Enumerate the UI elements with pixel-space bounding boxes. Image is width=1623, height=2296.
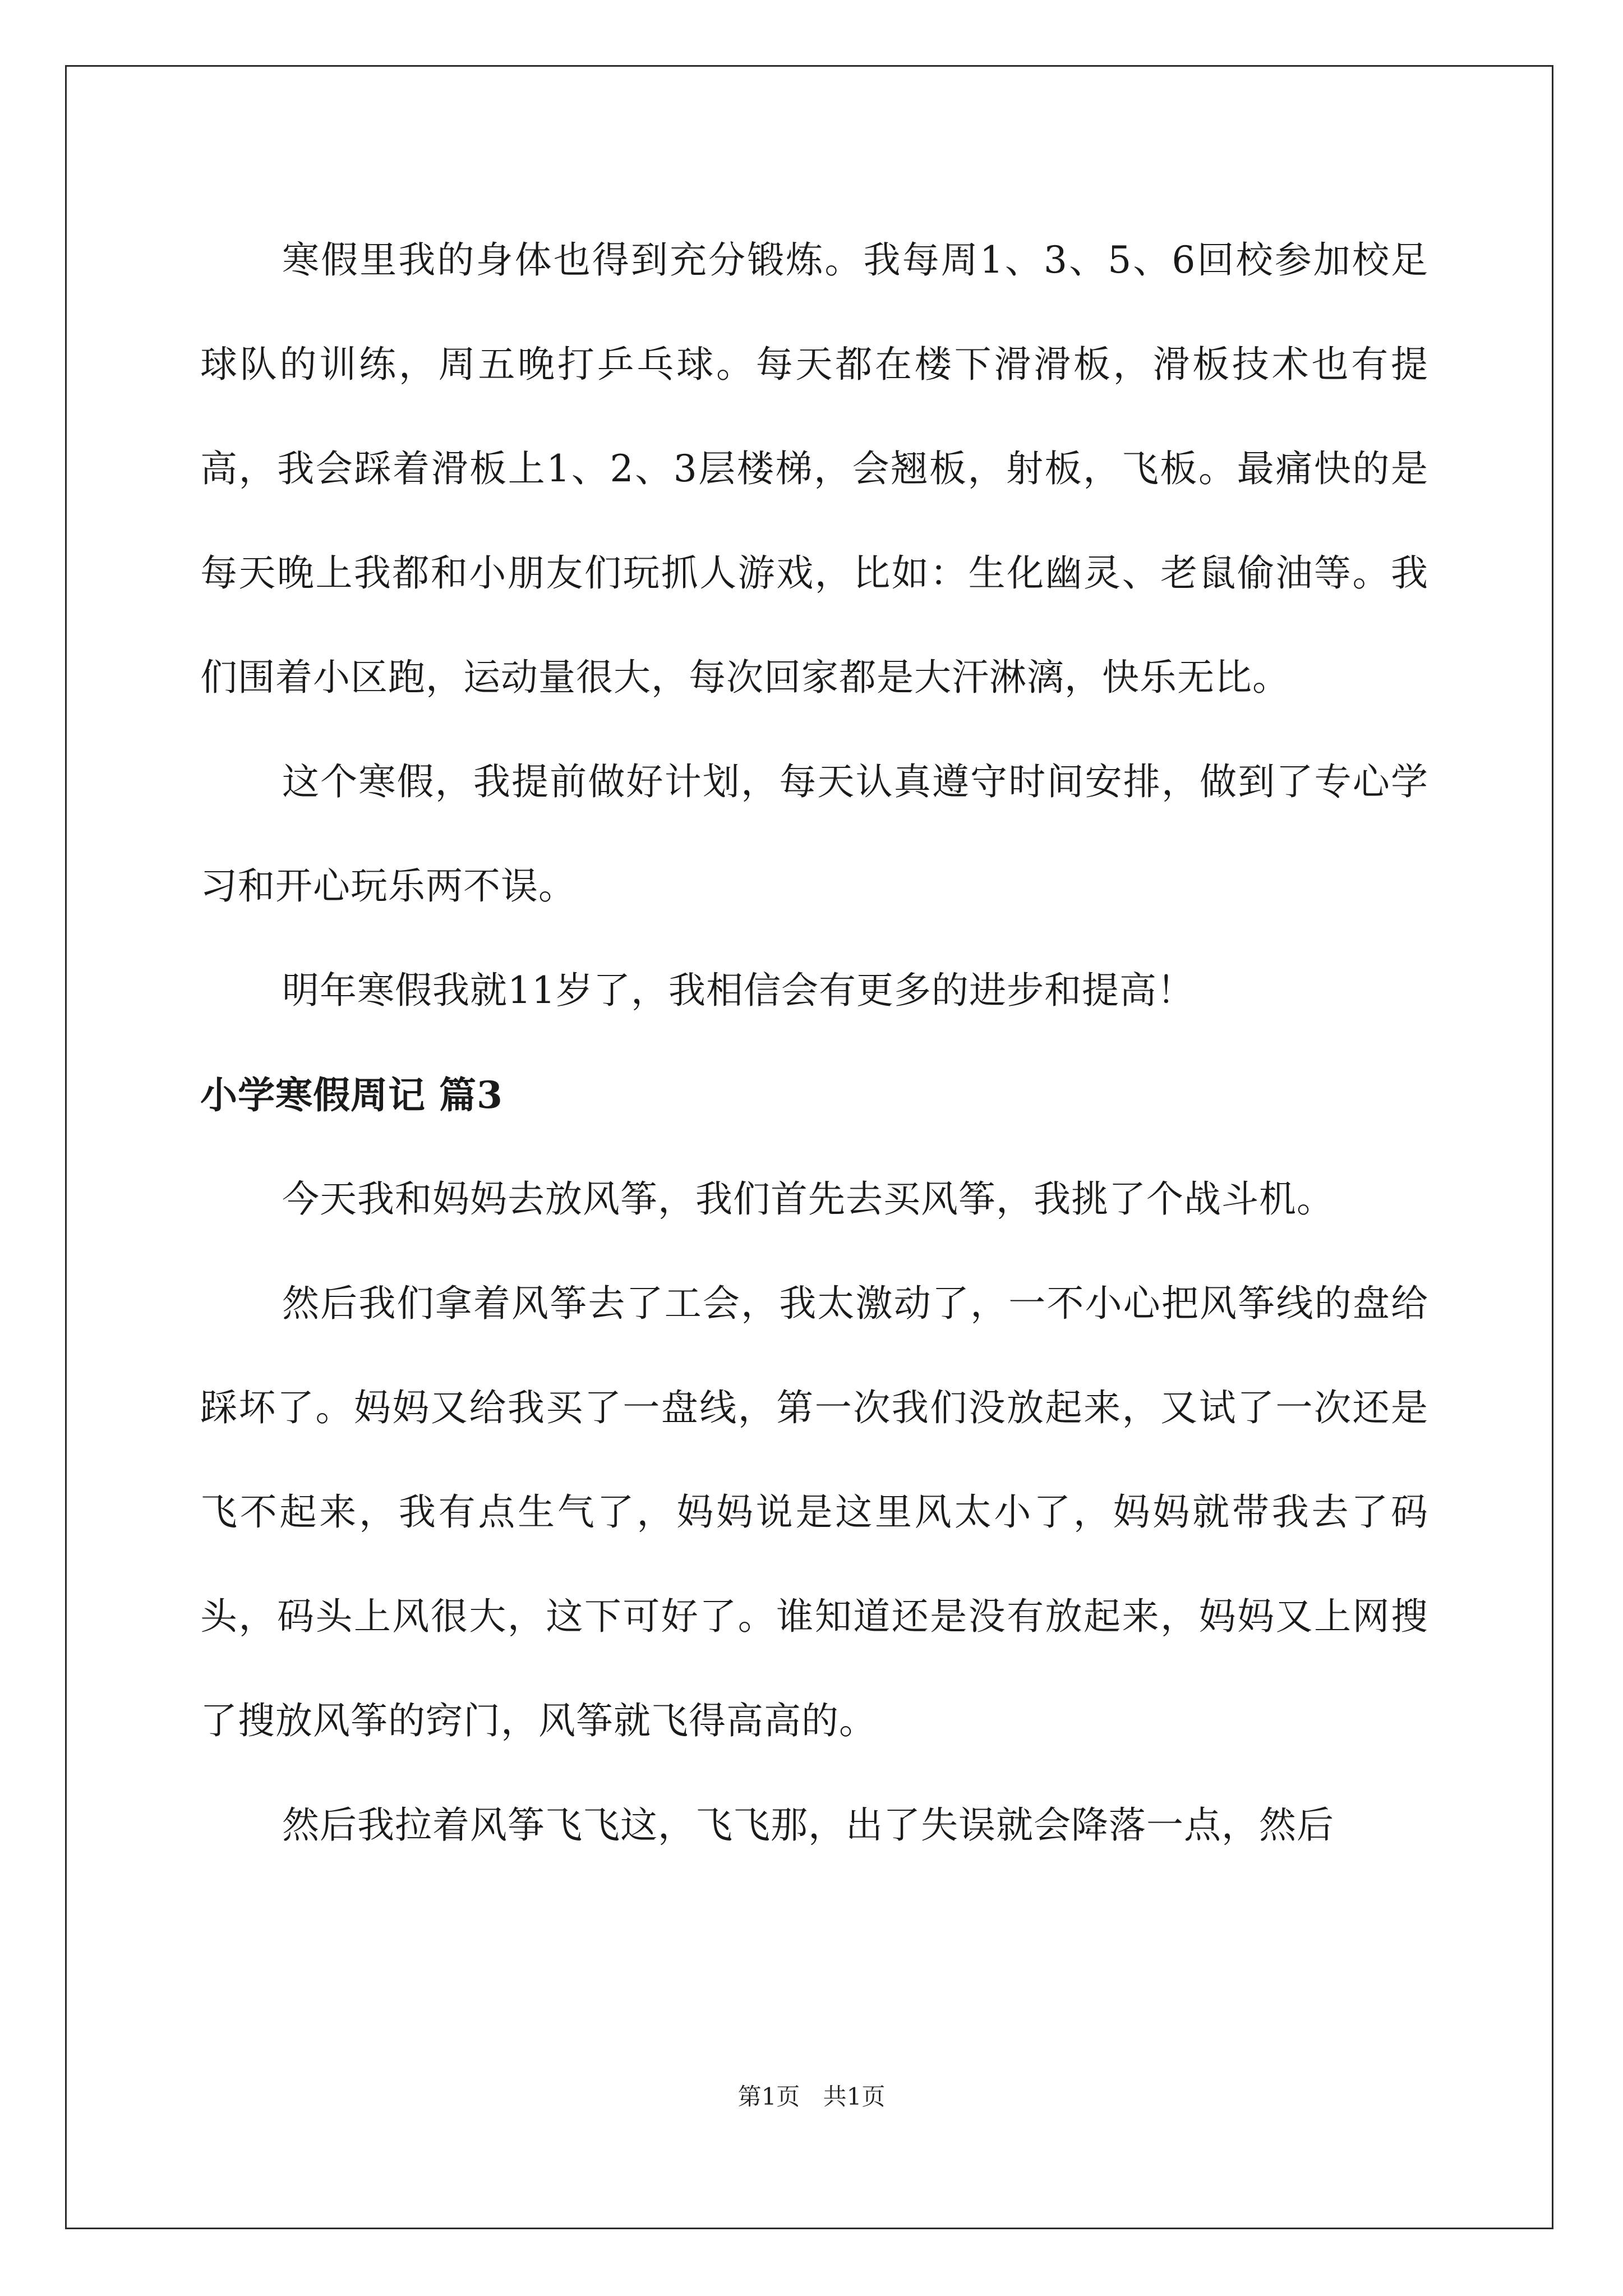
paragraph-kite-pull: 然后我拉着风筝飞飞这，飞飞那，出了失误就会降落一点，然后 [282,1803,1334,1847]
paragraph-plan: 这个寒假，我提前做好计划，每天认真遵守时间安排，做到了专心学习和开心玩乐两不误。 [200,760,1428,908]
page-footer [0,2080,1623,2114]
section-heading: 小学寒假周记 篇3 [200,1073,503,1117]
paragraph-kite-fly: 然后我们拿着风筝去了工会，我太激动了，一不小心把风筝线的盘给踩坏了。妈妈又给我买了一盘线，第一次我们没放起来，又试了一次还是飞不起来，我有点生气了，妈妈说是这里风太小了，妈妈就带我去了码头，码头上风很大，这下可好了。谁知道还是没有放起来，妈妈又上网搜了搜放风筝的窍门，风筝就飞得高高的。 [200,1282,1428,1742]
document-body [200,208,1428,1878]
paragraph-exercise: 寒假里我的身体也得到充分锻炼。我每周1、3、5、6回校参加校足球队的训练，周五晚打乒乓球。每天都在楼下滑滑板，滑板技术也有提高，我会踩着滑板上1、2、3层楼梯，会翘板，射板，飞板。最痛快的是每天晚上我都和小朋友们玩抓人游戏，比如：生化幽灵、老鼠偷油等。我们围着小区跑，运动量很大，每次回家都是大汗淋漓，快乐无比。 [200,238,1428,699]
page-number-total: 共1页 [823,2083,886,2110]
paragraph-next-year: 明年寒假我就11岁了，我相信会有更多的进步和提高！ [282,969,1195,1012]
page-number-current: 第1页 [737,2083,800,2110]
paragraph-kite-buy: 今天我和妈妈去放风筝，我们首先去买风筝，我挑了个战斗机。 [282,1177,1334,1221]
